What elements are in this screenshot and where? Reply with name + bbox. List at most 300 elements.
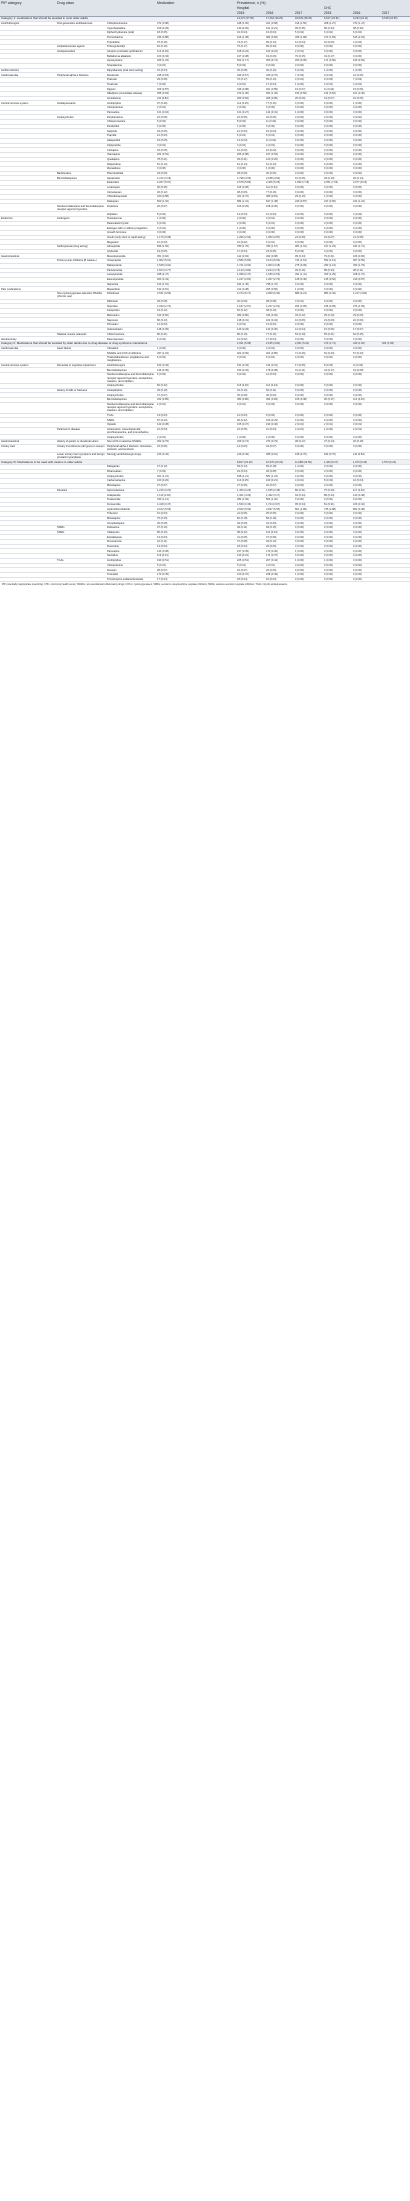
prevalence-cell: 0 (0.00) [295, 64, 304, 68]
label-cell: Alprazolam [107, 176, 120, 180]
prevalence-cell: 0 (0.00) [324, 186, 333, 190]
prevalence-cell: 1,040 (2.74) [157, 304, 172, 308]
prevalence-cell: 2 (0.01) [157, 435, 166, 439]
prevalence-cell: 0 (0.00) [324, 465, 333, 469]
prevalence-cell: 52 (0.12) [237, 309, 248, 313]
prevalence-cell: 0 (0.00) [324, 217, 333, 221]
prevalence-cell: 0 (0.00) [295, 403, 304, 407]
header-year: 2017 [381, 10, 410, 16]
prevalence-cell: 0 (0.00) [157, 231, 166, 235]
prevalence-cell: 105 (0.38) [295, 398, 307, 402]
prevalence-cell: 6,627 (23.91) [323, 16, 352, 21]
prevalence-cell: 93 (0.21) [237, 157, 248, 161]
prevalence-cell: 26 (0.07) [157, 204, 168, 208]
prevalence-cell: 77 (0.16) [266, 332, 277, 336]
prevalence-cell: 0 (0.00) [295, 125, 304, 129]
prevalence-cell: 416 (1.50) [295, 21, 307, 25]
prevalence-cell: 420 (1.62) [352, 341, 381, 346]
header-chc: CHC [323, 6, 410, 11]
prevalence-cell: 745 (2.88) [324, 507, 336, 511]
prevalence-cell: 564 (1.20) [266, 498, 278, 502]
prevalence-cell: 0 (0.00) [353, 531, 362, 535]
prevalence-cell: 1,573 (6.23) [381, 460, 410, 465]
prevalence-cell: 428 (1.70) [353, 273, 365, 277]
label-cell: First-generation antihistamines [57, 21, 93, 25]
prevalence-cell: 3 (0.01) [237, 403, 246, 407]
prevalence-cell: 106 (0.42) [353, 502, 365, 506]
prevalence-cell: 12 (0.04) [295, 328, 306, 332]
prevalence-cell: 2,162 (5.69) [157, 507, 172, 511]
prevalence-cell: 12 (0.03) [266, 212, 277, 216]
label-cell: Clomipramine [107, 563, 123, 567]
prevalence-cell: 0 (0.00) [353, 54, 362, 58]
prevalence-cell: 0 (0.00) [295, 356, 304, 360]
prevalence-cell: 23 (0.05) [266, 250, 277, 254]
prevalence-cell: 14 (0.03) [237, 212, 248, 216]
prevalence-cell: 166 (0.66) [353, 254, 365, 258]
prevalence-cell: 19 (0.07) [324, 235, 335, 239]
prevalence-cell: 328 (1.27) [324, 21, 336, 25]
label-cell: Diclofenac [107, 292, 120, 296]
label-cell: Meperidine [107, 287, 120, 291]
pip-prevalence-table [0, 0, 410, 582]
label-cell: Quetiapine [107, 157, 120, 161]
prevalence-cell: 7 (0.03) [353, 78, 362, 82]
prevalence-cell: 1 (0.00) [324, 195, 333, 199]
prevalence-cell: 0 (0.00) [324, 157, 333, 161]
table-row [0, 204, 410, 212]
table-row [0, 355, 410, 363]
label-cell: Tramadol [107, 573, 118, 577]
prevalence-cell: 1,963 (4.18) [266, 264, 281, 268]
label-cell: Spironolactone [107, 488, 125, 492]
prevalence-cell: 2,188 (4.66) [266, 176, 281, 180]
prevalence-cell: 2 (0.01) [324, 423, 333, 427]
prevalence-cell: 0 (0.00) [324, 521, 333, 525]
prevalence-cell: 0 (0.00) [353, 115, 362, 119]
prevalence-cell: 0 (0.00) [295, 282, 304, 286]
prevalence-cell: 0 (0.00) [295, 134, 304, 138]
prevalence-cell: 77 (0.16) [266, 101, 277, 105]
prevalence-cell: 18 (0.04) [237, 545, 248, 549]
prevalence-cell: 69 (0.15) [266, 526, 277, 530]
prevalence-cell: 121 (0.27) [237, 111, 249, 115]
label-cell [0, 427, 56, 435]
label-cell: Antiepileptics [107, 388, 123, 392]
header-medication: Medication [156, 0, 236, 6]
prevalence-cell: 98 (0.22) [237, 531, 248, 535]
header-pip-category: PIP category [0, 0, 56, 6]
prevalence-cell: 1 (0.00) [295, 111, 304, 115]
prevalence-cell: 18 (0.05) [157, 129, 168, 133]
prevalence-cell: 0 (0.00) [295, 384, 304, 388]
header-prevalence: Prevalence, n (%) [236, 0, 410, 6]
label-cell: Chlorpromazine [107, 120, 126, 124]
prevalence-cell: 3 (0.01) [266, 563, 275, 567]
label-cell [0, 204, 56, 212]
prevalence-cell: 889 (3.21) [295, 292, 307, 296]
prevalence-cell: 49 (0.10) [266, 540, 277, 544]
label-cell: Hyoscyamine [107, 59, 123, 63]
prevalence-cell: 43 (0.17) [324, 54, 335, 58]
prevalence-cell: 10 (0.02) [237, 240, 248, 244]
prevalence-cell: 6 (0.01) [266, 134, 275, 138]
prevalence-cell: 350 (0.74) [266, 59, 278, 63]
prevalence-cell: 0 (0.00) [324, 484, 333, 488]
prevalence-cell: 6,198 (24.56) [381, 16, 410, 21]
prevalence-cell: 16 (0.04) [157, 68, 168, 72]
prevalence-cell: 3 (0.01) [157, 143, 166, 147]
prevalence-cell: 0 (0.00) [295, 373, 304, 377]
prevalence-cell: 0 (0.00) [324, 115, 333, 119]
prevalence-cell: 8 (0.02) [266, 413, 275, 417]
label-cell: Desiccated thyroid [107, 221, 129, 225]
prevalence-cell: 134 (0.52) [324, 92, 336, 96]
prevalence-cell: 0 (0.00) [295, 554, 304, 558]
prevalence-cell: 48 (0.17) [295, 440, 306, 444]
label-cell: Amitriptyline [107, 101, 122, 105]
prevalence-cell: 647 (1.38) [266, 200, 278, 204]
prevalence-cell: 86 (0.33) [324, 26, 335, 30]
prevalence-cell: 1,187 (2.67) [237, 304, 252, 308]
prevalence-cell: 613 (1.61) [157, 282, 169, 286]
prevalence-cell: 0 (0.00) [266, 106, 275, 110]
prevalence-cell: 12 (0.03) [266, 373, 277, 377]
prevalence-cell: 938 (2.47) [157, 273, 169, 277]
prevalence-cell: 6 (0.01) [266, 221, 275, 225]
prevalence-cell: 0 (0.00) [295, 204, 304, 208]
prevalence-cell: 16 (0.06) [353, 96, 364, 100]
prevalence-cell: 321 (0.72) [237, 195, 249, 199]
prevalence-cell: 1 (0.00) [157, 346, 166, 350]
prevalence-cell: 212 (0.48) [237, 287, 249, 291]
prevalence-cell: 0 (0.00) [324, 373, 333, 377]
prevalence-cell: 0 (0.00) [353, 186, 362, 190]
prevalence-cell: 219 (0.49) [237, 452, 249, 456]
prevalence-cell: 0 (0.00) [295, 231, 304, 235]
prevalence-cell: 0 (0.00) [353, 50, 362, 54]
prevalence-cell: 0 (0.00) [353, 373, 362, 377]
label-cell: Megestrol [107, 240, 119, 244]
prevalence-cell: 19 (0.05) [157, 139, 168, 143]
prevalence-cell: 2,744 (6.17) [237, 292, 252, 296]
prevalence-cell: 0 (0.00) [353, 111, 362, 115]
prevalence-cell: 0 (0.00) [324, 101, 333, 105]
prevalence-cell: 6 (0.02) [324, 31, 333, 35]
prevalence-cell: 43 (0.17) [324, 368, 335, 372]
prevalence-cell: 1,492 (3.17) [266, 493, 281, 497]
prevalence-cell: 500 (1.32) [157, 200, 169, 204]
prevalence-cell: 724 (2.61) [295, 259, 307, 263]
label-cell: Pain medications [1, 287, 21, 291]
prevalence-cell: 0 (0.00) [295, 101, 304, 105]
prevalence-cell: 6,233 (24.11) [352, 16, 381, 21]
prevalence-cell: 21 (0.05) [237, 512, 248, 516]
table-row [0, 373, 410, 384]
prevalence-cell: 64 (0.25) [353, 332, 364, 336]
label-cell: NSAIDs and COX-2 inhibitors [107, 351, 142, 355]
prevalence-cell: 2,051 (7.93) [324, 181, 339, 185]
prevalence-cell: 322 (0.85) [157, 398, 169, 402]
prevalence-cell: 57 (0.23) [353, 351, 364, 355]
label-cell: Citalopram [107, 531, 120, 535]
prevalence-cell: 28 (0.11) [353, 268, 364, 272]
prevalence-cell: 115 (0.26) [237, 384, 249, 388]
prevalence-cell: 2,960 (6.30) [266, 292, 281, 296]
prevalence-cell: 275 (0.99) [295, 264, 307, 268]
prevalence-cell: 22 (0.05) [266, 115, 277, 119]
prevalence-cell: 167 (0.38) [237, 54, 249, 58]
prevalence-cell: 0 (0.00) [295, 346, 304, 350]
prevalence-cell: 9 (0.02) [237, 373, 246, 377]
prevalence-cell: 1 (0.00) [157, 217, 166, 221]
table-row [0, 452, 410, 460]
prevalence-cell: 0 (0.00) [295, 143, 304, 147]
prevalence-cell: 111 (0.24) [266, 186, 278, 190]
prevalence-cell: 405 (0.86) [266, 96, 278, 100]
prevalence-cell: 143 (0.38) [157, 423, 169, 427]
label-cell: Peripheral alpha-1 blockers [57, 73, 89, 77]
prevalence-cell: 19 (0.04) [237, 470, 248, 474]
label-cell: Haloperidol [107, 139, 121, 143]
prevalence-cell: 6 (0.02) [157, 337, 166, 341]
prevalence-cell: 95 (0.34) [295, 254, 306, 258]
prevalence-cell: 1 (0.00) [237, 435, 246, 439]
prevalence-cell: 2,530 (5.69) [237, 507, 252, 511]
prevalence-cell: 207 (0.44) [266, 559, 278, 563]
prevalence-cell: 907 (3.59) [353, 259, 365, 263]
prevalence-cell: 0 (0.00) [295, 388, 304, 392]
prevalence-cell: 61 (0.13) [266, 162, 277, 166]
prevalence-cell: 314 (1.24) [353, 200, 365, 204]
prevalence-cell: 0 (0.00) [157, 167, 166, 171]
prevalence-cell: 6 (0.02) [295, 68, 304, 72]
prevalence-cell: 1,267 (2.70) [266, 278, 281, 282]
label-cell: Ilaprazole [107, 282, 119, 286]
label-cell: Antipsychotics [57, 115, 74, 119]
prevalence-cell: 0 (0.00) [353, 221, 362, 225]
label-cell: Lower urinary tract symptoms and benign prostatic hyperplasia [57, 452, 105, 460]
prevalence-cell: 43 (0.10) [237, 388, 248, 392]
prevalence-cell: 86 (0.18) [266, 516, 277, 520]
prevalence-cell: 29 (0.08) [157, 78, 168, 82]
prevalence-cell: 0 (0.00) [324, 403, 333, 407]
prevalence-cell: 51 (0.13) [157, 162, 168, 166]
prevalence-cell: 323 (1.25) [324, 273, 336, 277]
label-cell: Clomipramine [107, 106, 123, 110]
prevalence-cell: 43 (0.09) [266, 521, 277, 525]
prevalence-cell: 8 (0.03) [324, 479, 333, 483]
prevalence-cell: 6 (0.01) [237, 134, 246, 138]
prevalence-cell: 263 (0.95) [295, 59, 307, 63]
prevalence-cell: 436 (0.98) [237, 87, 249, 91]
label-cell: Antipsychotics [107, 474, 124, 478]
label-cell: Trihexyphenidyl [107, 45, 126, 49]
prevalence-cell: 12 (0.03) [237, 413, 248, 417]
prevalence-cell: 0 (0.00) [353, 195, 362, 199]
prevalence-cell: 15 (0.03) [266, 129, 277, 133]
prevalence-cell: 5 (0.02) [295, 31, 304, 35]
label-cell: Diazepam [107, 200, 119, 204]
label-cell [0, 355, 56, 363]
prevalence-cell: 801 (2.89) [295, 507, 307, 511]
prevalence-cell: 2,531 (6.66) [157, 292, 172, 296]
label-cell: Dabigatran [107, 465, 120, 469]
header-year: 2017 [294, 10, 323, 16]
prevalence-cell: 0 (0.00) [324, 231, 333, 235]
label-cell [0, 291, 56, 299]
prevalence-cell: 3 (0.01) [266, 217, 275, 221]
prevalence-cell: 6 (0.02) [157, 356, 166, 360]
prevalence-cell: 162 (0.34) [266, 318, 278, 322]
prevalence-cell: 59 (0.13) [266, 78, 277, 82]
prevalence-cell: 321 (0.68) [266, 21, 278, 25]
prevalence-cell: 0 (0.00) [324, 125, 333, 129]
prevalence-cell: 883 (3.42) [324, 292, 336, 296]
prevalence-cell: 10 (0.03) [157, 427, 168, 431]
prevalence-cell: 12 (0.03) [237, 129, 248, 133]
prevalence-cell: 29 (0.08) [157, 300, 168, 304]
prevalence-cell: 220 (0.58) [157, 195, 169, 199]
prevalence-cell: 128 (0.46) [295, 278, 307, 282]
prevalence-cell: 2,466 (5.25) [266, 181, 281, 185]
label-cell: Testosterone [107, 217, 122, 221]
label-cell: Hydrochlorothiazide [107, 507, 130, 511]
prevalence-cell: 2 (0.00) [266, 435, 275, 439]
prevalence-cell: 0 (0.00) [353, 521, 362, 525]
prevalence-cell: 97 (0.26) [157, 101, 168, 105]
prevalence-cell: 96 (0.35) [295, 26, 306, 30]
table-body [0, 16, 410, 581]
prevalence-cell: 462 (0.98) [266, 254, 278, 258]
prevalence-cell: 0 (0.00) [295, 157, 304, 161]
label-cell: Omeprazole [107, 259, 122, 263]
label-cell [56, 402, 106, 413]
prevalence-cell: 34 (0.07) [266, 445, 277, 449]
prevalence-cell: 38 (0.09) [237, 190, 248, 194]
label-cell: Cardiovascular [1, 73, 19, 77]
prevalence-cell: 522 (1.17) [237, 59, 249, 63]
prevalence-cell: 37 (0.14) [324, 440, 335, 444]
prevalence-cell: 6 (0.02) [157, 373, 166, 377]
prevalence-cell: 4 (0.01) [295, 427, 304, 431]
prevalence-cell: 95 (0.20) [266, 45, 277, 49]
label-cell: Esomeprazole [107, 278, 124, 282]
prevalence-cell: 0 (0.00) [324, 554, 333, 558]
label-cell: Strongly anticholinergic drugs [107, 452, 142, 456]
prevalence-cell: 0 (0.00) [353, 106, 362, 110]
prevalence-cell: 581 (1.24) [266, 474, 278, 478]
prevalence-cell: 114 (0.24) [266, 384, 278, 388]
prevalence-cell: 1,741 (3.92) [237, 264, 252, 268]
prevalence-cell: 1 (0.00) [295, 82, 304, 86]
prevalence-cell: 192 (0.51) [157, 287, 169, 291]
prevalence-cell: 33 (0.09) [157, 171, 168, 175]
label-cell: SSRIs [57, 531, 65, 535]
prevalence-cell: 0 (0.00) [324, 148, 333, 152]
prevalence-cell: 0 (0.00) [353, 346, 362, 350]
prevalence-cell: 46 (0.10) [266, 68, 277, 72]
prevalence-cell: 0 (0.00) [353, 526, 362, 530]
prevalence-cell: 382 (0.86) [237, 314, 249, 318]
label-cell: Doxazosin [107, 73, 120, 77]
prevalence-cell: 0 (0.00) [324, 153, 333, 157]
prevalence-cell: 3 (0.01) [237, 82, 246, 86]
prevalence-cell: 17 (0.06) [295, 364, 306, 368]
prevalence-cell: 49 (0.11) [237, 526, 248, 530]
label-cell: Prazosin [107, 78, 118, 82]
prevalence-cell: 40 (0.09) [237, 300, 248, 304]
prevalence-cell: 190 (0.40) [266, 423, 278, 427]
prevalence-cell: 1,296 (2.92) [237, 235, 252, 239]
prevalence-cell: 78 (0.21) [157, 157, 168, 161]
prevalence-cell: 1 (0.00) [295, 573, 304, 577]
label-cell: Urinary tract [1, 445, 16, 449]
label-cell: History of falls or fractures [57, 388, 88, 392]
prevalence-cell: 48 (0.10) [266, 309, 277, 313]
prevalence-cell: 2 (0.00) [237, 217, 246, 221]
prevalence-cell: 2 (0.00) [237, 221, 246, 225]
prevalence-cell: 0 (0.00) [324, 120, 333, 124]
prevalence-cell: 1 (0.00) [237, 125, 246, 129]
prevalence-cell: 0 (0.00) [295, 139, 304, 143]
prevalence-cell: 143 (0.38) [157, 549, 169, 553]
prevalence-cell: 552 (2.13) [324, 259, 336, 263]
prevalence-cell: 2,195 (4.94) [265, 341, 294, 346]
prevalence-cell: 10,370 (23.33) [265, 460, 294, 465]
prevalence-cell: 0 (0.00) [353, 512, 362, 516]
prevalence-cell: 36 (0.14) [353, 176, 364, 180]
prevalence-cell: 17 (0.07) [353, 328, 364, 332]
prevalence-cell: 0 (0.00) [295, 190, 304, 194]
prevalence-cell: 0 (0.00) [295, 418, 304, 422]
prevalence-cell: 112 (0.29) [157, 50, 169, 54]
prevalence-cell: 0 (0.00) [324, 577, 333, 581]
prevalence-cell: 0 (0.00) [353, 125, 362, 129]
prevalence-cell: 0 (0.00) [295, 337, 304, 341]
label-cell: Thiazolidinediones: pioglitazone and rosiglitazone [107, 356, 149, 363]
prevalence-cell: 10 (0.02) [237, 337, 248, 341]
prevalence-cell: 0 (0.00) [324, 413, 333, 417]
prevalence-cell: 0 (0.00) [353, 545, 362, 549]
prevalence-cell: 101 (0.40) [353, 92, 365, 96]
prevalence-cell: 240 (0.87) [295, 200, 307, 204]
label-cell: Barbiturates [57, 171, 71, 175]
prevalence-cell: 465 (1.68) [295, 36, 307, 40]
prevalence-cell: 285 (0.61) [266, 452, 278, 456]
prevalence-cell: 81 (0.31) [324, 502, 335, 506]
prevalence-cell: 19 (0.04) [237, 31, 248, 35]
prevalence-cell: 204 (0.54) [157, 153, 169, 157]
prevalence-cell: 0 (0.00) [353, 435, 362, 439]
prevalence-cell: 6 (0.02) [353, 31, 362, 35]
prevalence-cell: 38 (0.09) [237, 171, 248, 175]
prevalence-cell: 0 (0.00) [295, 186, 304, 190]
label-cell: TCAs [107, 413, 114, 417]
prevalence-cell: 0 (0.00) [295, 148, 304, 152]
label-cell: SNRIs [57, 526, 65, 530]
prevalence-cell: 0 (0.00) [353, 484, 362, 488]
prevalence-cell: 0 (0.00) [353, 157, 362, 161]
prevalence-cell: 79 (0.31) [324, 254, 335, 258]
prevalence-cell: 0 (0.00) [353, 217, 362, 221]
prevalence-cell: 0 (0.00) [353, 287, 362, 291]
label-cell: Furosemide [107, 502, 121, 506]
prevalence-cell: 10 (0.03) [157, 512, 168, 516]
label-cell: Scopolamine [107, 64, 122, 68]
prevalence-cell: 1,798 (4.05) [237, 176, 252, 180]
prevalence-cell: 0 (0.00) [324, 45, 333, 49]
